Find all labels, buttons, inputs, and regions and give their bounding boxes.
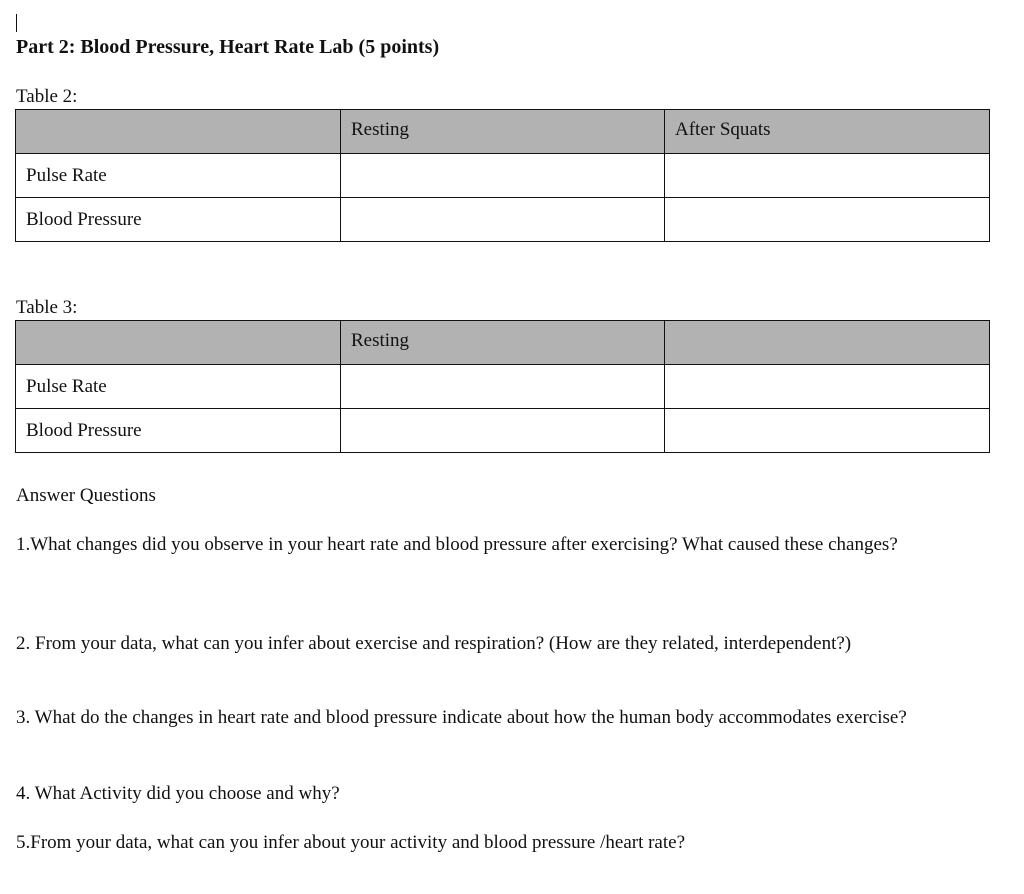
table3-caption: Table 3: — [16, 297, 78, 318]
table-cell-input[interactable] — [665, 365, 990, 409]
table2 — [15, 109, 990, 242]
table3-header-cell: Resting — [341, 321, 665, 365]
page-title: Part 2: Blood Pressure, Heart Rate Lab (5 points) — [16, 36, 440, 58]
table3-header-cell — [665, 321, 990, 365]
table2-caption: Table 2: — [16, 86, 78, 107]
table2-header-cell: Resting — [341, 110, 665, 154]
row-label: Pulse Rate — [16, 154, 341, 198]
table-cell-input[interactable] — [665, 198, 990, 242]
table-cell-input[interactable] — [341, 198, 665, 242]
answers-title: Answer Questions — [16, 485, 156, 506]
question-2: 2. From your data, what can you infer about exercise and respiration? (How are they related, interdependent?) — [16, 633, 852, 654]
table3-header-cell — [16, 321, 341, 365]
table2-header-cell — [16, 110, 341, 154]
table-cell-input[interactable] — [665, 154, 990, 198]
table2-header-cell: After Squats — [665, 110, 990, 154]
table-cell-input[interactable] — [341, 365, 665, 409]
row-label: Blood Pressure — [16, 409, 341, 453]
table-cell-input[interactable] — [341, 409, 665, 453]
table3-header-row — [16, 321, 990, 365]
table-row — [16, 365, 990, 409]
table2-header-row — [16, 110, 990, 154]
table-row — [16, 154, 990, 198]
question-3: 3. What do the changes in heart rate and blood pressure indicate about how the human body accommodates exercise? — [16, 707, 907, 728]
table-cell-input[interactable] — [341, 154, 665, 198]
table3 — [15, 320, 990, 453]
row-label: Blood Pressure — [16, 198, 341, 242]
question-5: 5.From your data, what can you infer about your activity and blood pressure /heart rate? — [16, 832, 686, 853]
row-label: Pulse Rate — [16, 365, 341, 409]
table-cell-input[interactable] — [665, 409, 990, 453]
question-1: 1.What changes did you observe in your heart rate and blood pressure after exercising? What caused these changes? — [16, 534, 898, 555]
question-4: 4. What Activity did you choose and why? — [16, 783, 340, 804]
table-row — [16, 409, 990, 453]
table-row — [16, 198, 990, 242]
text-cursor — [16, 14, 17, 32]
